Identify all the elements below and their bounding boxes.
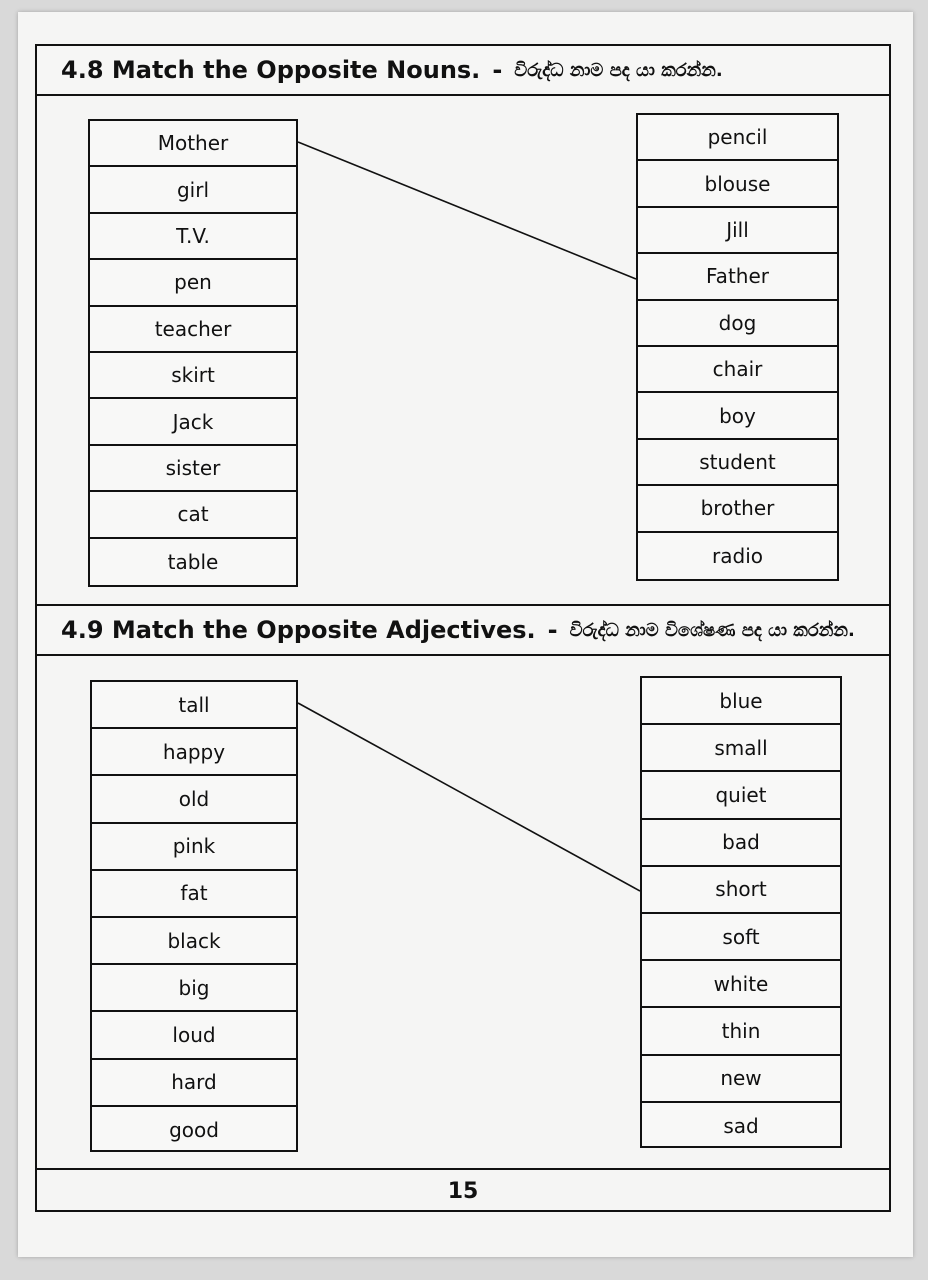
list-item[interactable]: big bbox=[92, 965, 296, 1012]
list-item[interactable]: Jack bbox=[90, 399, 296, 445]
list-item[interactable]: small bbox=[642, 725, 840, 772]
list-item[interactable]: fat bbox=[92, 871, 296, 918]
list-item[interactable]: teacher bbox=[90, 307, 296, 353]
list-item[interactable]: dog bbox=[638, 301, 837, 347]
list-item[interactable]: happy bbox=[92, 729, 296, 776]
section-4-9-number: 4.9 bbox=[61, 616, 104, 644]
list-item[interactable]: brother bbox=[638, 486, 837, 532]
list-item[interactable]: blue bbox=[642, 678, 840, 725]
list-item[interactable]: soft bbox=[642, 914, 840, 961]
list-item[interactable]: good bbox=[169, 1118, 219, 1143]
list-item[interactable]: chair bbox=[638, 347, 837, 393]
section-4-8-header bbox=[35, 44, 891, 96]
list-item[interactable]: Mother bbox=[90, 121, 296, 167]
list-item[interactable]: boy bbox=[638, 393, 837, 439]
section-4-9-sinhala-title: විරුද්ධ නාම විශේෂණ පද යා කරන්න. bbox=[569, 619, 855, 641]
section-4-8-title: Match the Opposite Nouns. bbox=[111, 56, 481, 84]
list-item[interactable]: student bbox=[638, 440, 837, 486]
nouns-left-column bbox=[88, 119, 298, 587]
list-item[interactable]: old bbox=[92, 776, 296, 823]
adjectives-right-column bbox=[640, 676, 842, 1148]
list-item[interactable]: pink bbox=[92, 824, 296, 871]
section-4-8-sinhala-title: විරුද්ධ නාම පද යා කරන්න. bbox=[514, 59, 723, 81]
list-item[interactable]: black bbox=[92, 918, 296, 965]
list-item[interactable]: Jill bbox=[638, 208, 837, 254]
list-item[interactable]: hard bbox=[92, 1060, 296, 1107]
page-number: 15 bbox=[447, 1178, 479, 1204]
list-item[interactable]: sister bbox=[90, 446, 296, 492]
section-4-9-title: Match the Opposite Adjectives. bbox=[111, 616, 536, 644]
list-item[interactable]: short bbox=[642, 867, 840, 914]
list-item[interactable]: tall bbox=[92, 682, 296, 729]
list-item[interactable]: pencil bbox=[638, 115, 837, 161]
list-item[interactable]: table bbox=[167, 549, 219, 574]
list-item[interactable]: quiet bbox=[642, 772, 840, 819]
section-4-9-header bbox=[35, 604, 891, 656]
list-item[interactable]: loud bbox=[92, 1012, 296, 1059]
list-item[interactable]: T.V. bbox=[90, 214, 296, 260]
list-item[interactable]: cat bbox=[90, 492, 296, 538]
section-4-8-number: 4.8 bbox=[61, 56, 104, 84]
list-item[interactable]: white bbox=[642, 961, 840, 1008]
page-footer bbox=[35, 1168, 891, 1212]
list-item[interactable]: new bbox=[642, 1056, 840, 1103]
list-item[interactable]: pen bbox=[90, 260, 296, 306]
nouns-right-column bbox=[636, 113, 839, 581]
list-item[interactable]: skirt bbox=[90, 353, 296, 399]
list-item[interactable]: radio bbox=[712, 543, 763, 568]
list-item[interactable]: girl bbox=[90, 167, 296, 213]
list-item[interactable]: sad bbox=[723, 1114, 759, 1139]
section-4-8-dash: - bbox=[492, 56, 503, 84]
list-item[interactable]: Father bbox=[638, 254, 837, 300]
adjectives-left-column bbox=[90, 680, 298, 1152]
list-item[interactable]: thin bbox=[642, 1008, 840, 1055]
list-item[interactable]: blouse bbox=[638, 161, 837, 207]
list-item[interactable]: bad bbox=[642, 820, 840, 867]
section-4-9-dash: - bbox=[547, 616, 558, 644]
